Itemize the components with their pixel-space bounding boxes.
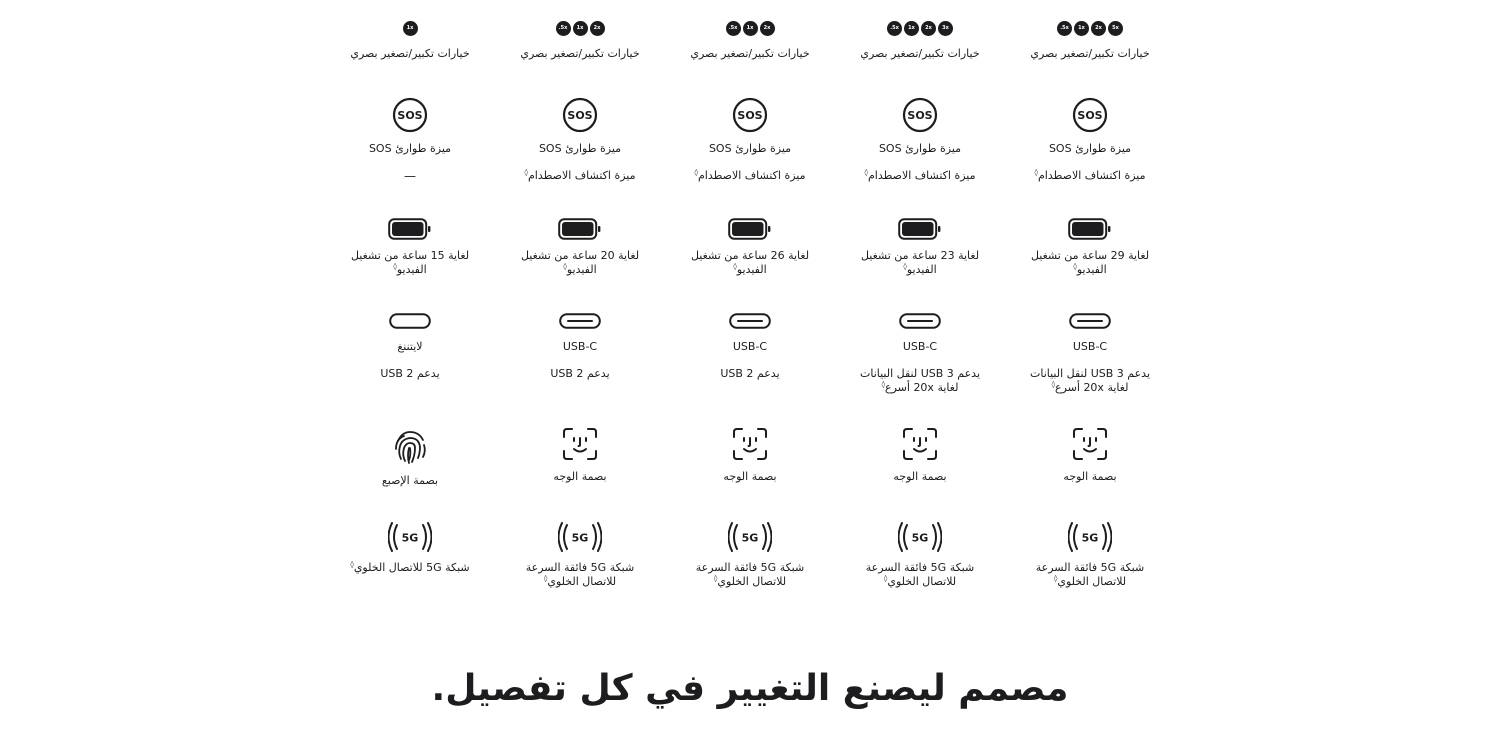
footnote-mark: ◊	[713, 574, 718, 583]
face-id-icon	[902, 427, 938, 461]
camera-zoom-feature	[1010, 21, 1170, 61]
network-line-1: شبكة 5G فائقة السرعة	[1035, 561, 1145, 574]
svg-text:5G: 5G	[911, 531, 929, 545]
battery-feature	[1010, 218, 1170, 277]
usb-c-port-icon	[899, 313, 941, 329]
5g-network-icon	[728, 522, 772, 552]
sos-label: ميزة طوارئ SOS	[538, 142, 622, 155]
biometric-feature	[330, 429, 490, 488]
battery-feature	[840, 218, 1000, 277]
network-line-2: للاتصال الخلوي◊	[1053, 574, 1127, 588]
zoom-level-badge: .5x	[556, 21, 571, 36]
zoom-level-badge: 1x	[743, 21, 758, 36]
model-column-1	[330, 0, 490, 620]
model-column-3	[670, 0, 830, 620]
network-feature	[840, 522, 1000, 589]
camera-zoom-feature	[840, 21, 1000, 61]
zoom-levels	[1010, 21, 1170, 37]
sos-feature	[1010, 97, 1170, 183]
footnote-mark: ◊	[694, 168, 698, 177]
zoom-level-badge: 1x	[904, 21, 919, 36]
face-id-icon	[562, 427, 598, 461]
zoom-levels	[500, 21, 660, 37]
sos-label: ميزة طوارئ SOS	[878, 142, 962, 155]
port-label: USB-C	[1072, 340, 1108, 353]
usb-c-port-icon	[559, 313, 601, 329]
usb-line-1: يدعم USB 3 لنقل البيانات	[1029, 367, 1151, 380]
footnote-mark: ◊	[881, 380, 886, 389]
biometric-feature	[1010, 427, 1170, 484]
footnote-mark: ◊	[1073, 262, 1077, 271]
usb-line-2: لغاية 20x أسرع◊	[881, 380, 959, 394]
sos-icon	[1072, 97, 1108, 133]
zoom-level-badge: 1x	[573, 21, 588, 36]
camera-zoom-feature	[330, 21, 490, 61]
usb-line-2: لغاية 20x أسرع◊	[1051, 380, 1129, 394]
usb-c-port-icon	[729, 313, 771, 329]
biometric-feature	[840, 427, 1000, 484]
battery-icon	[728, 218, 772, 240]
sos-icon	[732, 97, 768, 133]
fingerprint-icon	[392, 429, 428, 465]
zoom-label: خيارات تكبير/تصغير بصري	[520, 47, 640, 60]
battery-line-2: الفيديو◊	[1073, 262, 1107, 276]
network-feature	[330, 522, 490, 575]
face-id-icon	[732, 427, 768, 461]
zoom-label: خيارات تكبير/تصغير بصري	[1030, 47, 1150, 60]
biometric-feature	[670, 427, 830, 484]
zoom-level-badge: .5x	[726, 21, 741, 36]
crash-detection-label: ميزة اكتشاف الاصطدام◊	[524, 168, 636, 182]
crash-detection-label: ميزة اكتشاف الاصطدام◊	[864, 168, 976, 182]
5g-network-icon	[898, 522, 942, 552]
battery-icon	[898, 218, 942, 240]
zoom-level-badge: 1x	[1074, 21, 1089, 36]
footnote-mark: ◊	[1053, 574, 1058, 583]
zoom-label: خيارات تكبير/تصغير بصري	[860, 47, 980, 60]
sos-feature	[330, 97, 490, 183]
sos-icon	[902, 97, 938, 133]
svg-text:5G: 5G	[401, 531, 419, 545]
biometric-label: بصمة الوجه	[553, 470, 607, 483]
footnote-mark: ◊	[393, 262, 397, 271]
zoom-level-badge: .5x	[1057, 21, 1072, 36]
battery-line-1: لغاية 15 ساعة من تشغيل	[350, 249, 470, 262]
battery-line-2: الفيديو◊	[563, 262, 597, 276]
camera-zoom-feature	[500, 21, 660, 61]
port-label: USB-C	[732, 340, 768, 353]
network-line-1: شبكة 5G فائقة السرعة	[695, 561, 805, 574]
biometric-label: بصمة الوجه	[1063, 470, 1117, 483]
footnote-mark: ◊	[883, 574, 888, 583]
usb-line-1: يدعم USB 2	[380, 367, 440, 380]
zoom-level-badge: .5x	[887, 21, 902, 36]
zoom-level-badge: 3x	[938, 21, 953, 36]
battery-line-2: الفيديو◊	[733, 262, 767, 276]
zoom-label: خيارات تكبير/تصغير بصري	[690, 47, 810, 60]
svg-text:SOS: SOS	[397, 109, 423, 122]
footnote-mark: ◊	[903, 262, 907, 271]
battery-feature	[670, 218, 830, 277]
biometric-feature	[500, 427, 660, 484]
svg-text:SOS: SOS	[737, 109, 763, 122]
5g-network-icon	[558, 522, 602, 552]
network-line-2: للاتصال الخلوي◊	[883, 574, 957, 588]
footnote-mark: ◊	[733, 262, 737, 271]
crash-detection-label: —	[404, 169, 416, 183]
battery-icon	[558, 218, 602, 240]
zoom-level-badge: 2x	[921, 21, 936, 36]
sos-label: ميزة طوارئ SOS	[708, 142, 792, 155]
battery-line-1: لغاية 20 ساعة من تشغيل	[520, 249, 640, 262]
section-headline: مصمم ليصنع التغيير في كل تفصيل.	[431, 668, 1069, 709]
biometric-label: بصمة الإصبع	[381, 474, 439, 487]
port-label: USB-C	[902, 340, 938, 353]
sos-icon	[562, 97, 598, 133]
battery-line-1: لغاية 23 ساعة من تشغيل	[860, 249, 980, 262]
sos-feature	[670, 97, 830, 183]
model-column-2	[500, 0, 660, 620]
footnote-mark: ◊	[1034, 168, 1038, 177]
usb-line-1: يدعم USB 2	[550, 367, 610, 380]
svg-text:SOS: SOS	[907, 109, 933, 122]
sos-feature	[500, 97, 660, 183]
zoom-level-badge: 2x	[590, 21, 605, 36]
svg-text:SOS: SOS	[1077, 109, 1103, 122]
svg-text:5G: 5G	[1081, 531, 1099, 545]
zoom-label: خيارات تكبير/تصغير بصري	[350, 47, 470, 60]
battery-feature	[500, 218, 660, 277]
footnote-mark: ◊	[524, 168, 528, 177]
port-feature	[500, 313, 660, 381]
biometric-label: بصمة الوجه	[723, 470, 777, 483]
camera-zoom-feature	[670, 21, 830, 61]
battery-icon	[1068, 218, 1112, 240]
crash-detection-label: ميزة اكتشاف الاصطدام◊	[1034, 168, 1146, 182]
crash-detection-label: ميزة اكتشاف الاصطدام◊	[694, 168, 806, 182]
usb-line-1: يدعم USB 3 لنقل البيانات	[859, 367, 981, 380]
zoom-levels	[840, 21, 1000, 37]
network-feature	[1010, 522, 1170, 589]
zoom-level-badge: 2x	[1091, 21, 1106, 36]
sos-icon	[392, 97, 428, 133]
port-feature	[330, 313, 490, 381]
sos-feature	[840, 97, 1000, 183]
zoom-levels	[330, 21, 490, 37]
svg-text:5G: 5G	[741, 531, 759, 545]
zoom-level-badge: 1x	[403, 21, 418, 36]
model-column-4	[840, 0, 1000, 620]
zoom-level-badge: 2x	[760, 21, 775, 36]
biometric-label: بصمة الوجه	[893, 470, 947, 483]
network-feature	[670, 522, 830, 589]
network-line-2: للاتصال الخلوي◊	[713, 574, 787, 588]
sos-label: ميزة طوارئ SOS	[1048, 142, 1132, 155]
network-line-1: شبكة 5G فائقة السرعة	[525, 561, 635, 574]
footnote-mark: ◊	[864, 168, 868, 177]
network-line-1: شبكة 5G للاتصال الخلوي◊	[350, 560, 470, 574]
footnote-mark: ◊	[563, 262, 567, 271]
zoom-levels	[670, 21, 830, 37]
battery-icon	[388, 218, 432, 240]
port-feature	[670, 313, 830, 381]
port-label: USB-C	[562, 340, 598, 353]
battery-line-1: لغاية 29 ساعة من تشغيل	[1030, 249, 1150, 262]
port-feature	[840, 313, 1000, 395]
face-id-icon	[1072, 427, 1108, 461]
usb-c-port-icon	[1069, 313, 1111, 329]
port-label: لايتننغ	[397, 340, 423, 353]
footnote-mark: ◊	[1051, 380, 1056, 389]
usb-line-1: يدعم USB 2	[720, 367, 780, 380]
svg-text:SOS: SOS	[567, 109, 593, 122]
5g-network-icon	[1068, 522, 1112, 552]
footnote-mark: ◊	[350, 560, 354, 569]
network-feature	[500, 522, 660, 589]
battery-feature	[330, 218, 490, 277]
5g-network-icon	[388, 522, 432, 552]
svg-text:5G: 5G	[571, 531, 589, 545]
battery-line-2: الفيديو◊	[903, 262, 937, 276]
model-column-5	[1010, 0, 1170, 620]
battery-line-1: لغاية 26 ساعة من تشغيل	[690, 249, 810, 262]
footnote-mark: ◊	[543, 574, 548, 583]
port-feature	[1010, 313, 1170, 395]
battery-line-2: الفيديو◊	[393, 262, 427, 276]
lightning-port-icon	[389, 313, 431, 329]
network-line-2: للاتصال الخلوي◊	[543, 574, 617, 588]
network-line-1: شبكة 5G فائقة السرعة	[865, 561, 975, 574]
zoom-level-badge: 5x	[1108, 21, 1123, 36]
sos-label: ميزة طوارئ SOS	[368, 142, 452, 155]
